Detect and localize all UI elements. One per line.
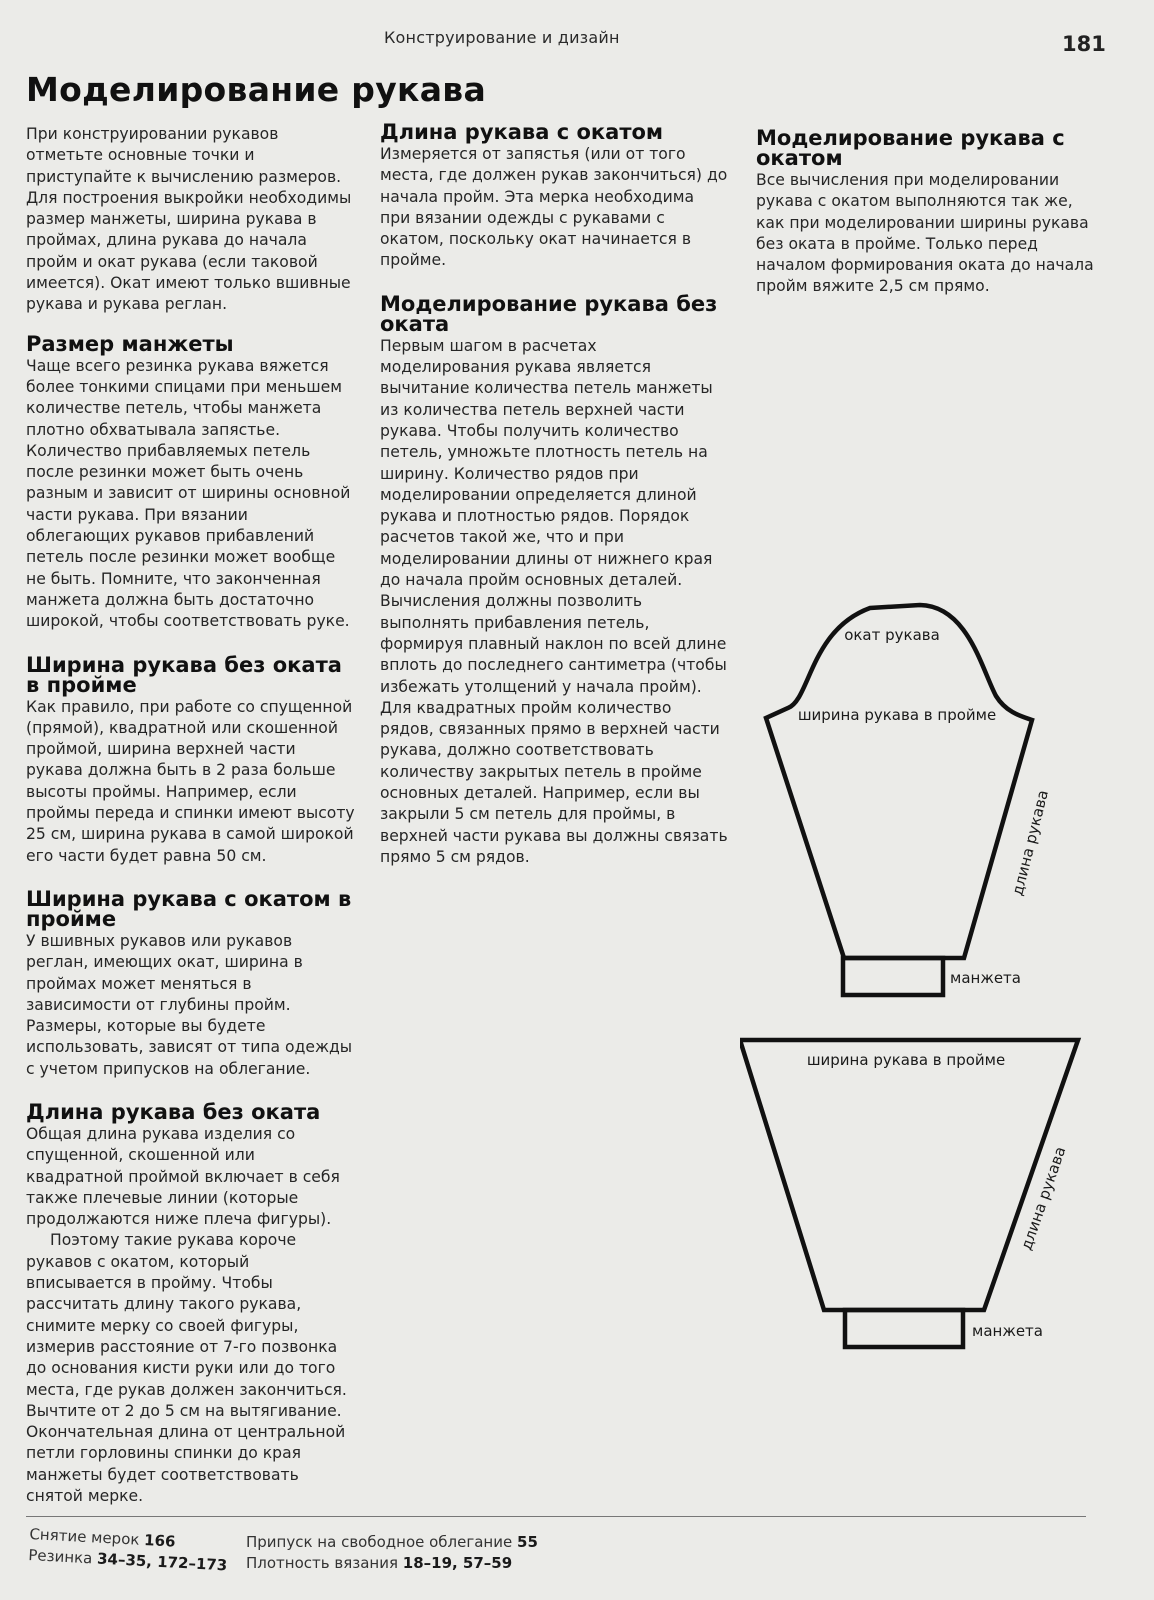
section-text: Все вычисления при моделировании рукава с окатом выполняются так же, как при моделировании ширины рукава без оката в пройме. Только перед началом формирования оката до начала пройм вяжите 2,5 см прямо. bbox=[756, 171, 1094, 296]
ref-line bbox=[246, 1532, 538, 1553]
ref-label: Плотность вязания bbox=[246, 1554, 398, 1572]
column-right bbox=[756, 128, 1102, 320]
cuff-label: манжета bbox=[950, 969, 1021, 987]
cap-label: окат рукава bbox=[844, 626, 940, 644]
section-heading: Моделирование рукава с окатом bbox=[756, 126, 1065, 170]
section-heading: Длина рукава с окатом bbox=[380, 120, 664, 144]
section-text: Общая длина рукава изделия со спущенной, скошенной или квадратной проймой включает в себя также плечевые линии (которые продолжаются ниже плеча фигуры). bbox=[26, 1124, 340, 1229]
ref-label: Припуск на свободное облегание bbox=[246, 1533, 513, 1551]
column-left bbox=[26, 124, 356, 1529]
section-heading: Ширина рукава с окатом в пройме bbox=[26, 886, 352, 931]
width-label: ширина рукава в пройме bbox=[797, 706, 997, 724]
footer-refs-right bbox=[246, 1532, 538, 1574]
ref-pages: 55 bbox=[517, 1533, 538, 1551]
ref-label: Резинка bbox=[27, 1545, 93, 1568]
section-text: Измеряется от запястья (или от того места, где должен рукав закончиться) до начала пройм. Эта мерка необходима при вязании одежды с рукавами с окатом, поскольку окат начинается в пройме. bbox=[380, 145, 728, 270]
sleeve-diagrams bbox=[740, 600, 1120, 1360]
cuff-rect bbox=[845, 1310, 963, 1347]
section-length-no-cap bbox=[26, 1099, 356, 1507]
sleeve-with-cap-outline bbox=[766, 605, 1032, 958]
footer-rule bbox=[26, 1516, 1086, 1517]
section-heading: Длина рукава без оката bbox=[26, 1099, 321, 1124]
section-width-no-cap bbox=[26, 652, 356, 867]
cuff-label: манжета bbox=[972, 1322, 1043, 1340]
ref-label: Снятие мерок bbox=[29, 1524, 140, 1549]
sleeve-with-cap-diagram bbox=[766, 605, 1052, 995]
section-heading: Размер манжеты bbox=[26, 331, 234, 356]
column-middle bbox=[380, 122, 728, 890]
section-width-with-cap bbox=[26, 886, 356, 1080]
section-text: Как правило, при работе со спущенной (прямой), квадратной или скошенной проймой, ширина верхней части рукава должна быть в 2 раза больше высоты проймы. Например, если проймы переда и спинки имеют высоту 25 см, ширина рукава в самой широкой его части будет равна 50 см. bbox=[26, 697, 355, 865]
section-text: Поэтому такие рукава короче рукавов с окатом, который вписывается в пройму. Чтобы рассчитать длину такого рукава, снимите мерку со своей фигуры, измерив расстояние от 7-го позвонка до основания кисти руки или до того места, где рукав должен закончиться. Вычтите от 2 до 5 см на вытягивание. Окончательная длина от центральной петли горловины спинки до края манжеты будет соответствовать снятой мерке. bbox=[26, 1231, 347, 1506]
intro-paragraph: При конструировании рукавов отметьте основные точки и приступайте к вычислению размеров. Для построения выкройки необходимы размер манжеты, ширина рукава в проймах, длина рукава до начала пройм и окат рукава (если таковой имеется). Окат имеют только вшивные рукава и рукава реглан. bbox=[26, 125, 352, 314]
section-text: Первым шагом в расчетах моделирования рукава является вычитание количества петель манжеты из количества петель верхней части рукава. Чтобы получить количество петель, умножьте плотность петель на ширину. Количество рядов при моделировании определяется длиной рукава и плотностью рядов. Порядок расчетов такой же, что и при моделировании длины от нижнего края до начала пройм основных деталей. Вычисления должны позволить выполнять прибавления петель, формируя плавный наклон по всей длине вплоть до последнего сантиметра (чтобы избежать утолщений у начала пройм). Для квадратных пройм количество рядов, связанных прямо в верхней части рукава, должно соответствовать количеству закрытых петель в пройме основных деталей. Например, если вы закрыли 5 см петель для проймы, в верхней части рукава вы должны связать прямо 5 см рядов. bbox=[380, 336, 728, 866]
ref-line bbox=[246, 1553, 538, 1574]
ref-pages: 18–19, 57–59 bbox=[402, 1554, 513, 1572]
cuff-rect bbox=[843, 958, 943, 995]
section-heading: Моделирование рукава без оката bbox=[380, 291, 718, 336]
section-modeling-with-cap bbox=[756, 128, 1102, 298]
sleeve-no-cap-diagram bbox=[740, 1040, 1078, 1347]
section-length-with-cap bbox=[380, 122, 728, 272]
page-number: 181 bbox=[1062, 32, 1106, 56]
section-text: Чаще всего резинка рукава вяжется более тонкими спицами при меньшем количестве петель, чтобы манжета плотно обхватывала запястье. Количество прибавляемых петель после резинки может быть очень разным и зависит от ширины основной части рукава. При вязании облегающих рукавов прибавлений петель после резинки может вообще не быть. Помните, что законченная манжета должна быть достаточно широкой, чтобы соответствовать руке. bbox=[26, 356, 351, 631]
section-modeling-no-cap bbox=[380, 291, 728, 868]
ref-pages: 34–35, 172–173 bbox=[96, 1549, 228, 1575]
length-label: длина рукава bbox=[1017, 1144, 1070, 1253]
section-heading: Ширина рукава без оката в пройме bbox=[26, 652, 342, 697]
page-title: Моделирование рукава bbox=[26, 70, 487, 109]
width-label: ширина рукава в пройме bbox=[806, 1051, 1006, 1069]
footer-refs-left bbox=[28, 1524, 229, 1576]
running-head: Конструирование и дизайн bbox=[384, 28, 620, 47]
section-cuff-size bbox=[26, 331, 356, 633]
sleeve-no-cap-outline bbox=[740, 1040, 1078, 1310]
ref-pages: 166 bbox=[143, 1531, 176, 1551]
length-label: длина рукава bbox=[1008, 788, 1052, 898]
section-text: У вшивных рукавов или рукавов реглан, имеющих окат, ширина в проймах может меняться в зависимости от глубины пройм. Размеры, которые вы будете использовать, зависят от типа одежды с учетом припусков на облегание. bbox=[26, 931, 353, 1078]
sleeve-diagrams-svg bbox=[740, 600, 1120, 1360]
